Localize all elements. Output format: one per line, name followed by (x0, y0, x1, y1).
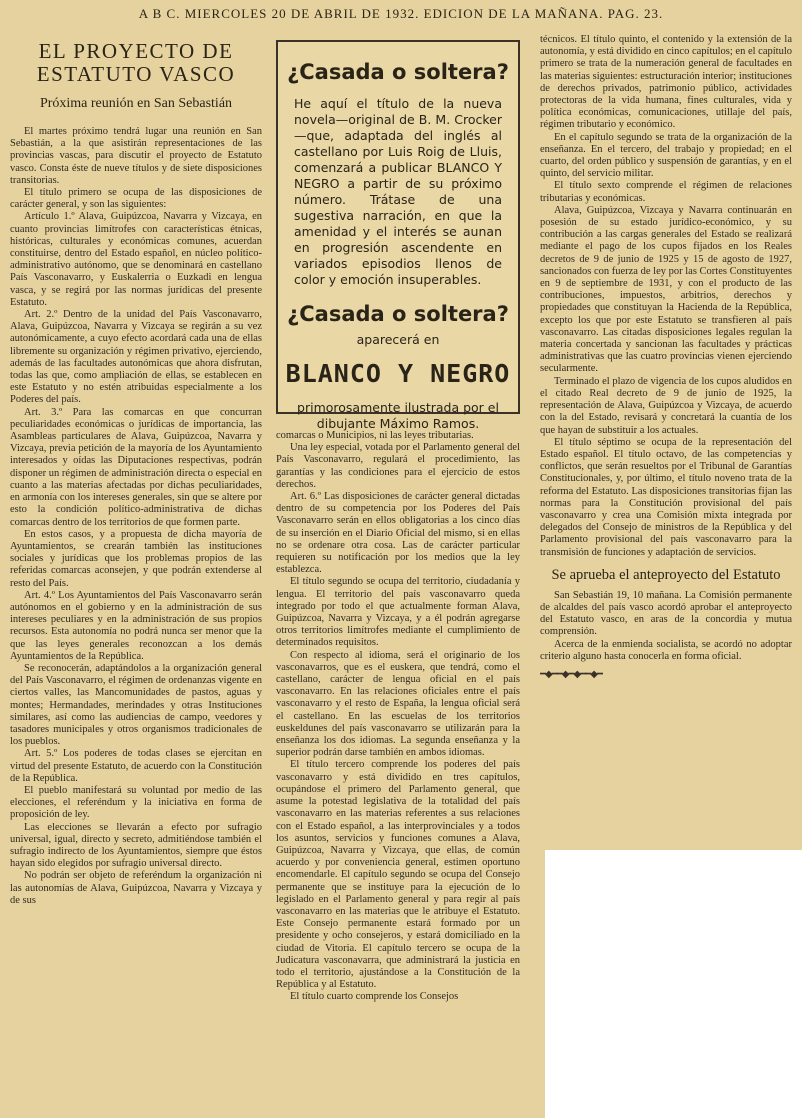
paragraph: El pueblo manifestará su voluntad por medio de las elecciones, el referéndum y la iniciativa en forma de proposición de ley. (10, 784, 262, 821)
paragraph: El título séptimo se ocupa de la representación del Estado español. El título octavo, de las competencias y conflictos, que serán resueltos por el Tribunal de Garantías Constitucionales, y, por último, el título noveno trata de la reforma del Estatuto. Las disposiciones transitorias fijan las normas para la Constitución provisional del país vasconavarro y crea una Comisión mixta integrada por delegados del Consejo de ministros de la República y del Parlamento provisional del país vasconavarro para la transmisión de funciones y adaptación de servicios. (540, 436, 792, 558)
ad-magazine-logo: BLANCO Y NEGRO (285, 359, 511, 388)
paragraph: Las elecciones se llevarán a efecto por sufragio universal, igual, directo y secreto, admitiéndose también el sufragio indirecto de los Ayuntamientos, siempre que éstos hayan sido elegidos por sufragio universal directo. (10, 821, 262, 870)
paragraph: No podrán ser objeto de referéndum la organización ni las autonomías de Alava, Guipúzcoa, Navarra y Vizcaya y de sus (10, 870, 262, 906)
article-column-3 (540, 34, 792, 846)
ad-illustrator-credit: primorosamente ilustrada por el dibujante Máximo Ramos. (297, 400, 499, 431)
paragraph: El título primero se ocupa de las disposiciones de carácter general, y son las siguientes: (10, 187, 262, 211)
article-title: EL PROYECTO DE ESTATUTO VASCO (36, 40, 236, 86)
ad-text: He aquí el título de la nueva novela—original de B. M. Crocker—que, adaptada del inglés al castellano por Luis Roig de Lluis, comenzará a publicar BLANCO Y NEGRO a partir de su próximo número. Trátase de una sugestiva narración, en que la amenidad y el interés se aunan en progresión ascendente en variados episodios llenos de color y emoción insuperables. (294, 96, 502, 287)
paragraph: Art. 6.º Las disposiciones de carácter general dictadas dentro de su competencia por los Poderes del País Vasconavarro serán en ellos obligatorias a los cinco días de su inserción en el Diario Oficial del mismo, si en ellas no se ordenare otra cosa. Las de carácter particular requieren su notificación por los medios que la ley establezca. (276, 491, 520, 576)
paragraph: Art. 5.º Los poderes de todas clases se ejercitan en virtud del presente Estatuto, de acuerdo con la Constitución de la República. (10, 748, 262, 784)
paragraph: Terminado el plazo de vigencia de los cupos aludidos en el citado Real decreto de 9 de junio de 1925, la representación de Alava, Guipúzcoa y Vizcaya, de acuerdo con la del Estado, revisará y concretará la cuantía de los que hayan de substituir a los actuales. (540, 375, 792, 436)
paragraph: Alava, Guipúzcoa, Vizcaya y Navarra continuarán en posesión de su estado jurídico-económico, y su contribución a las cargas generales del Estado se realizará mediante el pago de los cupos fijados en los Reales decretos de 9 de junio de 1925 y 15 de agosto de 1927, sancionados con fuerza de ley por las Cortes Constituyentes en 9 de septiembre de 1931, y con el producto de las contribuciones, impuestos, arbitrios, derechos y propiedades que constituyan la Hacienda de la República, excepto los que por este Estatuto se transfieren al país vasconavarro. Las citadas disposiciones legales regulan la materia concertada y sancionan las facultades y prácticas administrativas que las cuatro provincias vienen ejerciendo secularmente. (540, 204, 792, 375)
paragraph: Art. 2.º Dentro de la unidad del País Vasconavarro, Alava, Guipúzcoa, Navarra y Vizcaya se regirán a su vez autonómicamente, a cuyo efecto acordará cada una de ellas libremente su organización y régimen privativo, ejerciendo, además de las facultades autonómicas que ahora disfrutan, todas las que, como ampliación de ellas, se establecen en este Estatuto y no estén atribuidas especialmente a los Poderes del país. (10, 309, 262, 406)
clipping-cut-corner (545, 850, 802, 1118)
paragraph: El martes próximo tendrá lugar una reunión en San Sebastián, a la que asistirán representaciones de las provincias vascas, para discutir el proyecto de Estatuto vasco. Consta éste de nueve títulos y de siete disposiciones transitorias. (10, 126, 262, 186)
paragraph: El título cuarto comprende los Consejos (290, 991, 459, 1003)
paragraph: comarcas o Municipios, ni las leyes tributarias. (276, 430, 474, 441)
article-subtitle: Próxima reunión en San Sebastián (39, 96, 233, 111)
paragraph: Art. 3.º Para las comarcas en que concurran peculiaridades económicas o jurídicas de importancia, las Asambleas particulares de Alava, Guipúzcoa, Navarra y Vizcaya, previa petición de la mayoría de los Ayuntamiento interesados y oídas las Diputaciones respectivas, podrán disponer un régimen de administración directa o especial en cuanto a las materias afectadas por dichas peculiaridades, en armonía con los intereses generales, sin que se altere por esto la condición político-administrativa de dichas comarcas dentro de los territorios de que formen parte. (10, 406, 262, 528)
paragraph: El título tercero comprende los poderes del país vasconavarro y está dividido en tres capítulos, ocupándose el primero del Parlamento general, que asume la potestad legislativa de la totalidad del país vasconavarro en las materias referentes a sus relaciones con el Estado español, a las interprovinciales y a todos los asuntos, servicios y funciones comunes a Alava, Guipúzcoa, Navarra y Vizcaya, que ellas, de común acuerdo y por conveniencia general, estimen oportuno encomendarle. El capítulo segundo se ocupa del Consejo permanente que se instituye para la ejecución de lo legislado en el Parlamento general y para regir al país vasconavarro en las materias que le atribuye el Estatuto. Este Consejo permanente estará formado por un presidente y ocho consejeros, y estará domiciliado en la ciudad de Vitoria. El capítulo tercero se ocupa de la Judicatura vasconavarra, que administrará la justicia en todo el territorio, ajustándose a la Constitución de la República y al Estatuto. (276, 759, 520, 991)
ad-appears-label: aparecerá en (356, 332, 440, 347)
article-column-2 (276, 430, 520, 1115)
article-column-1 (10, 40, 262, 1115)
ad-title: ¿Casada o soltera? (287, 60, 509, 84)
second-article-title: Se aprueba el anteproyecto del Estatuto (551, 566, 781, 583)
paragraph: Una ley especial, votada por el Parlamento general del País Vasconavarro, regulará el procedimiento, las garantías y las condiciones para el ejercicio de estos derechos. (276, 442, 520, 490)
paragraph: En estos casos, y a propuesta de dicha mayoría de Ayuntamientos, se crearán también las instituciones sociales y jurídicas que los problemas propios de las referidas comarcas aconsejen, y que podrán extenderse al resto del País. (10, 528, 262, 589)
paragraph: El título sexto comprende el régimen de relaciones tributarias y económicas. (540, 180, 792, 204)
page-header: A B C. MIERCOLES 20 DE ABRIL DE 1932. EDICION DE LA MAÑANA. PAG. 23. (138, 6, 664, 21)
paragraph: San Sebastián 19, 10 mañana. La Comisión permanente de alcaldes del país vasco acordó aprobar el anteproyecto del Estatuto vasco, en aras de la concordia y mutua comprensión. (540, 589, 792, 638)
paragraph: Se reconocerán, adaptándolos a la organización general del País Vasconavarro, el régimen de ordenanzas vigente en ciertos valles, las Mancomunidades de pastos, aguas y montes; Hermandades, merindades y otras Instituciones similares, así como las audiencias de campo, veedores y tasadores municipales y otros organismos tradicionales de los pueblos. (10, 662, 262, 748)
paragraph: El título segundo se ocupa del territorio, ciudadanía y lengua. El territorio del país vasconavarro queda integrado por todo el que actualmente forman Alava, Guipúzcoa, Navarra y Vizcaya, y a él podrán agregarse otros territorios limítrofes mediante el cumplimiento de determinados requisitos. (276, 576, 520, 649)
paragraph: En el capítulo segundo se trata de la organización de la enseñanza. En el tercero, del trabajo y propiedad; en el cuarto, del orden público y suspensión de garantías, y en el quinto, del servicio militar. (540, 131, 792, 180)
end-ornament: ━◆━━◆━◆━━◆━ (540, 668, 602, 680)
paragraph: Art. 4.º Los Ayuntamientos del País Vasconavarro serán autónomos en el gobierno y en la administración de sus intereses peculiares y en la administración de sus propios recursos. Esta autonomía no podrá nunca ser menor que la que las leyes generales reconozcan a los demás Ayuntamientos de la República. (10, 589, 262, 662)
novel-advertisement (276, 40, 520, 431)
paragraph: Con respecto al idioma, será el originario de los vasconavarros, que es el euskera, que tendrá, como el castellano, carácter de lengua oficial en el país vasconavarro. En las relaciones oficiales entre el país vasconavarro y el resto de España, la lengua oficial será el castellano. En las escuelas de los territorios euskeldunes del país vasconavarro se utilizarán para la enseñanza los dos idiomas. La segunda enseñanza y la superior podrán darse también en ambos idiomas. (276, 649, 520, 759)
paragraph: técnicos. El título quinto, el contenido y la extensión de la autonomía, y está dividido en cinco capítulos; en el capítulo primero se trata de la numeración general de facultades en las materias siguientes: estructuración interior; instituciones de derechos privados, patrimonio público, actividades protectoras de la vida humana, fines culturales, vida y política económicas, comunicaciones, utillaje del país, régimen tributario y económico. (540, 34, 792, 131)
ad-title-repeat: ¿Casada o soltera? (287, 302, 509, 326)
paragraph: Acerca de la enmienda socialista, se acordó no adoptar criterio alguno hasta conocerla en forma oficial. (540, 638, 792, 662)
paragraph: Artículo 1.º Alava, Guipúzcoa, Navarra y Vizcaya, en cuanto provincias limítrofes con características étnicas, históricas, culturales y económicas comunes, acuerdan constituirse, dentro del Estado español, en núcleo político-administrativo autónomo, que se denominará en castellano País Vasconavarro, y Euskalerria o Euzkadi en lengua vasca, y se regirá por las normas jurídicas del presente Estatuto. (10, 211, 262, 308)
